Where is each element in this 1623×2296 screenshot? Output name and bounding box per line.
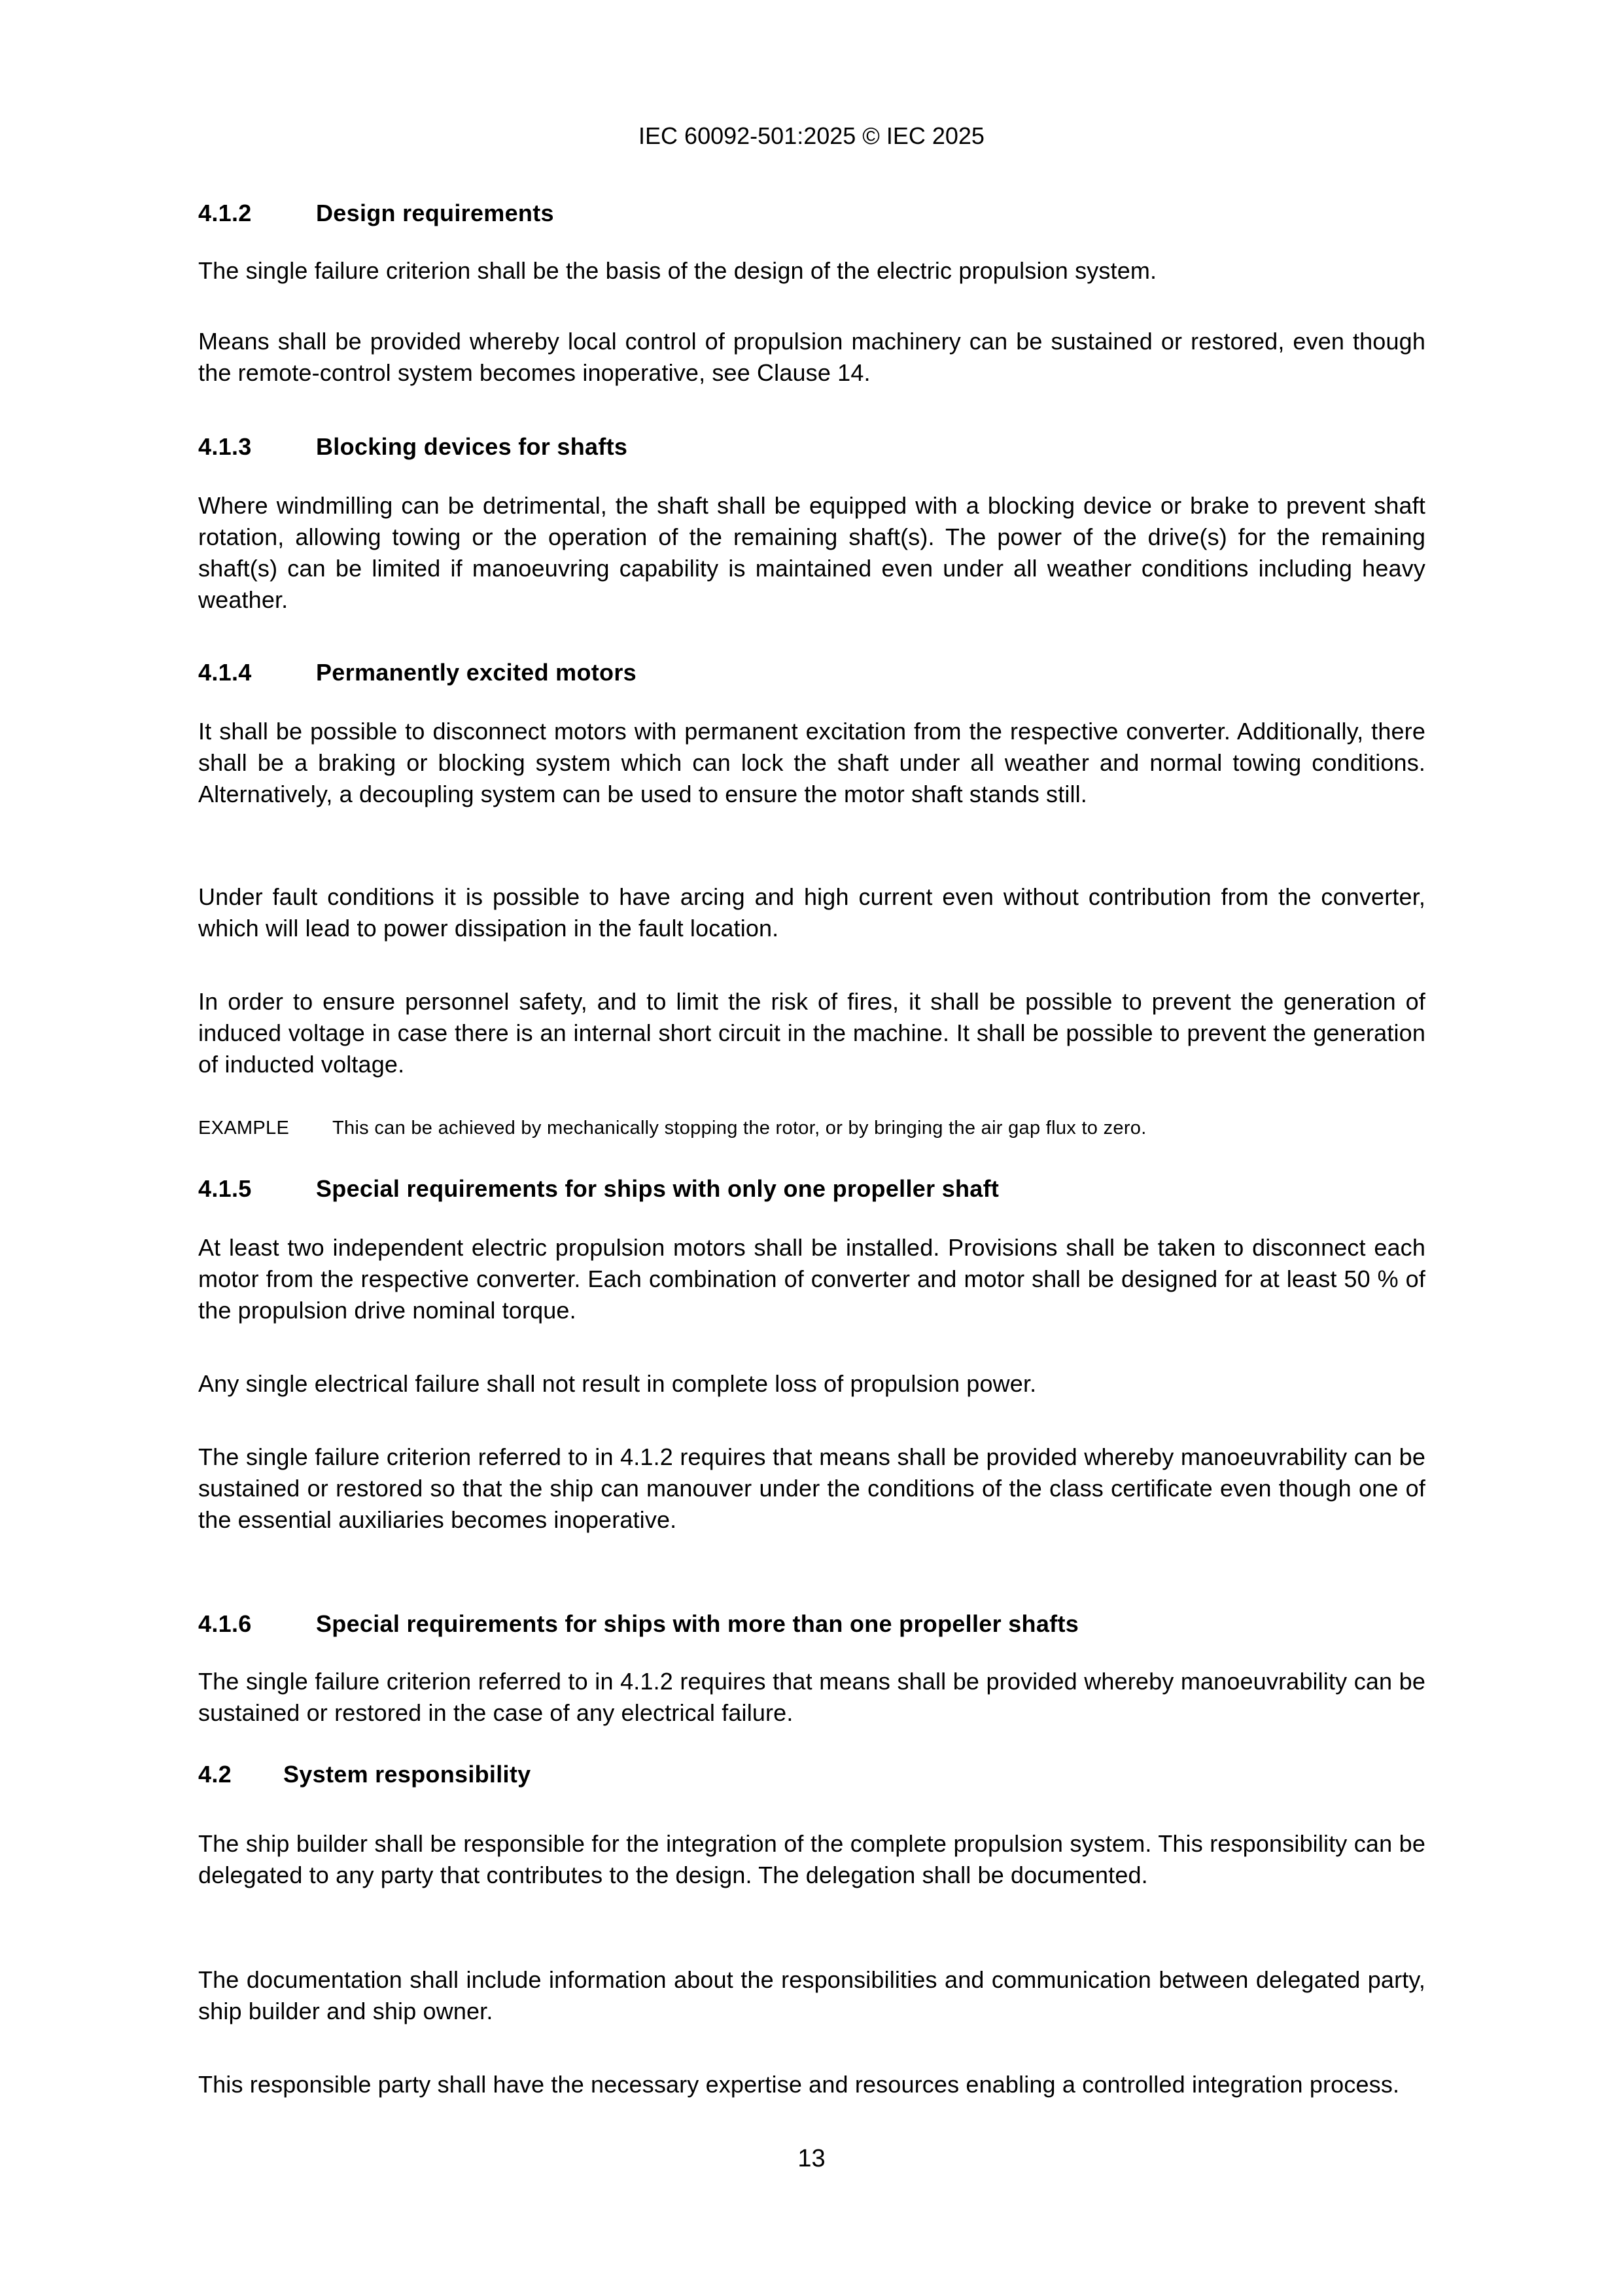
section-number: 4.1.3 (198, 433, 252, 460)
paragraph: Where windmilling can be detrimental, the shaft shall be equipped with a blocking device or brake to prevent shaft rotation, allowing towing or the operation of the remaining shaft(s). The power of the drive(s) for the remaining shaft(s) can be limited if manoeuvring capability is maintained even under all weather conditions including heavy weather. (198, 492, 1425, 613)
section-title: Special requirements for ships with only one propeller shaft (316, 1175, 1000, 1202)
paragraph: In order to ensure personnel safety, and to limit the risk of fires, it shall be possible to prevent the generation of induced voltage in case there is an internal short circuit in the machine. It shall be possible to prevent the generation of inducted voltage. (198, 988, 1425, 1078)
section-number: 4.1.4 (198, 659, 252, 686)
section-number: 4.1.6 (198, 1610, 252, 1637)
page-number: 13 (797, 2145, 826, 2172)
section-title: Permanently excited motors (316, 659, 637, 686)
paragraph: Any single electrical failure shall not result in complete loss of propulsion power. (198, 1370, 1037, 1397)
example-text: This can be achieved by mechanically stopping the rotor, or by bringing the air gap flux to zero. (332, 1118, 1147, 1139)
paragraph: The documentation shall include information about the responsibilities and communication between delegated party, ship builder and ship owner. (198, 1966, 1425, 2024)
section-number: 4.1.2 (198, 200, 252, 226)
running-header: IEC 60092-501:2025 © IEC 2025 (638, 122, 985, 149)
section-number: 4.2 (198, 1761, 232, 1788)
paragraph: Means shall be provided whereby local control of propulsion machinery can be sustained or restored, even though the remote-control system becomes inoperative, see Clause 14. (198, 328, 1425, 386)
section-title: Blocking devices for shafts (316, 433, 628, 460)
example-label: EXAMPLE (198, 1118, 290, 1139)
section-number: 4.1.5 (198, 1175, 252, 1202)
paragraph: The single failure criterion shall be the basis of the design of the electric propulsion system. (198, 257, 1157, 284)
paragraph: This responsible party shall have the necessary expertise and resources enabling a controlled integration process. (198, 2071, 1400, 2098)
section-title: Special requirements for ships with more than one propeller shafts (316, 1610, 1079, 1637)
example-note (198, 1112, 1425, 1144)
section-title: Design requirements (316, 200, 554, 226)
paragraph: Under fault conditions it is possible to have arcing and high current even without contribution from the converter, which will lead to power dissipation in the fault location. (198, 883, 1425, 942)
paragraph: The single failure criterion referred to in 4.1.2 requires that means shall be provided whereby manoeuvrability can be sustained or restored in the case of any electrical failure. (198, 1668, 1425, 1726)
section-title: System responsibility (283, 1761, 531, 1788)
paragraph: The ship builder shall be responsible for the integration of the complete propulsion system. This responsibility can be delegated to any party that contributes to the design. The delegation shall be documented. (198, 1830, 1425, 1888)
paragraph: It shall be possible to disconnect motors with permanent excitation from the respective converter. Additionally, there shall be a braking or blocking system which can lock the shaft under all weather and normal towing conditions. Alternatively, a decoupling system can be used to ensure the motor shaft stands still. (198, 718, 1425, 807)
paragraph: At least two independent electric propulsion motors shall be installed. Provisions shall be taken to disconnect each motor from the respective converter. Each combination of converter and motor shall be designed for at least 50 % of the propulsion drive nominal torque. (198, 1234, 1425, 1324)
paragraph: The single failure criterion referred to in 4.1.2 requires that means shall be provided whereby manoeuvrability can be sustained or restored so that the ship can manouver under the conditions of the class certificate even though one of the essential auxiliaries becomes inoperative. (198, 1443, 1425, 1533)
